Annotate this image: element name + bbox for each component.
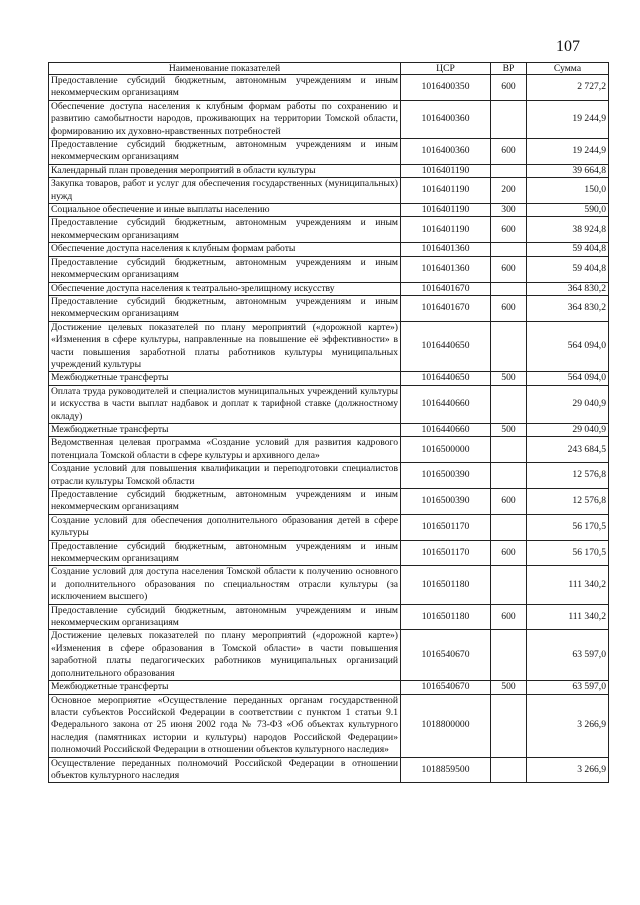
row-name: Достижение целевых показателей по плану мероприятий («дорожной карте») «Изменения в сфере образования в Томской области» в части повышения заработной платы педагогических работников муниципальных организаций дополнительного образования [49, 630, 401, 681]
row-csr: 1016501170 [401, 540, 491, 566]
row-csr: 1016501180 [401, 604, 491, 630]
row-vr: 600 [491, 139, 527, 165]
row-vr: 600 [491, 75, 527, 101]
row-sum: 12 576,8 [527, 463, 609, 489]
table-row [49, 514, 609, 540]
row-name: Обеспечение доступа населения к театрально-зрелищному искусству [49, 282, 401, 295]
row-sum: 111 340,2 [527, 604, 609, 630]
row-vr: 300 [491, 204, 527, 217]
row-vr [491, 514, 527, 540]
table-row [49, 204, 609, 217]
row-vr: 600 [491, 604, 527, 630]
row-name: Осуществление переданных полномочий Российской Федерации в отношении объектов культурного наследия [49, 757, 401, 783]
table-row [49, 217, 609, 243]
table-row [49, 100, 609, 138]
budget-table [48, 62, 609, 783]
row-vr: 600 [491, 489, 527, 515]
row-sum: 59 404,8 [527, 243, 609, 256]
row-sum: 590,0 [527, 204, 609, 217]
table-header-row [49, 63, 609, 75]
row-csr: 1016401670 [401, 295, 491, 321]
row-name: Основное мероприятие «Осуществление переданных органам государственной власти субъектов Российской Федерации в соответствии с пунктом 1 статьи 9.1 Федерального закона от 25 июня 2002 года № 73-ФЗ «Об объектах культурного наследия (памятниках истории и культуры) народов Российской Федерации» полномочий Российской Федерации в отношении объектов культурного наследия» [49, 694, 401, 757]
table-row [49, 243, 609, 256]
row-csr: 1016440650 [401, 372, 491, 385]
row-csr: 1016540670 [401, 681, 491, 694]
row-csr: 1016401360 [401, 243, 491, 256]
row-vr: 600 [491, 256, 527, 282]
row-csr: 1016400360 [401, 139, 491, 165]
row-vr [491, 757, 527, 783]
row-csr: 1016540670 [401, 630, 491, 681]
row-name: Создание условий для повышения квалификации и переподготовки специалистов отрасли культуры Томской области [49, 463, 401, 489]
row-csr: 1016400360 [401, 100, 491, 138]
row-name: Оплата труда руководителей и специалистов муниципальных учреждений культуры и искусства в части выплат надбавок и доплат к тарифной ставке (должностному окладу) [49, 385, 401, 423]
table-row [49, 566, 609, 604]
row-csr: 1016401190 [401, 204, 491, 217]
row-sum: 364 830,2 [527, 295, 609, 321]
table-row [49, 694, 609, 757]
row-name: Предоставление субсидий бюджетным, автономным учреждениям и иным некоммерческим организациям [49, 295, 401, 321]
row-name: Социальное обеспечение и иные выплаты населению [49, 204, 401, 217]
row-name: Предоставление субсидий бюджетным, автономным учреждениям и иным некоммерческим организациям [49, 217, 401, 243]
row-name: Предоставление субсидий бюджетным, автономным учреждениям и иным некоммерческим организациям [49, 75, 401, 101]
row-sum: 12 576,8 [527, 489, 609, 515]
row-name: Предоставление субсидий бюджетным, автономным учреждениям и иным некоммерческим организациям [49, 256, 401, 282]
row-csr: 1016401360 [401, 256, 491, 282]
row-name: Предоставление субсидий бюджетным, автономным учреждениям и иным некоммерческим организациям [49, 489, 401, 515]
row-csr: 1016440660 [401, 385, 491, 423]
row-name: Предоставление субсидий бюджетным, автономным учреждениям и иным некоммерческим организациям [49, 139, 401, 165]
row-vr [491, 566, 527, 604]
row-csr: 1016440660 [401, 423, 491, 436]
row-sum: 59 404,8 [527, 256, 609, 282]
row-name: Межбюджетные трансферты [49, 423, 401, 436]
row-csr: 1016500390 [401, 489, 491, 515]
table-body [49, 75, 609, 783]
row-csr: 1016401670 [401, 282, 491, 295]
row-sum: 2 727,2 [527, 75, 609, 101]
row-vr [491, 321, 527, 372]
table-row [49, 139, 609, 165]
row-csr: 1016500390 [401, 463, 491, 489]
row-csr: 1016401190 [401, 178, 491, 204]
table-row [49, 295, 609, 321]
row-sum: 111 340,2 [527, 566, 609, 604]
row-vr: 600 [491, 217, 527, 243]
table-row [49, 282, 609, 295]
row-name: Межбюджетные трансферты [49, 681, 401, 694]
row-csr: 1018800000 [401, 694, 491, 757]
row-vr [491, 164, 527, 177]
header-sum: Сумма [527, 63, 609, 75]
row-sum: 243 684,5 [527, 437, 609, 463]
row-sum: 19 244,9 [527, 100, 609, 138]
row-vr [491, 463, 527, 489]
row-name: Создание условий для обеспечения дополнительного образования детей в сфере культуры [49, 514, 401, 540]
row-sum: 56 170,5 [527, 514, 609, 540]
row-vr: 500 [491, 423, 527, 436]
row-vr: 200 [491, 178, 527, 204]
row-sum: 364 830,2 [527, 282, 609, 295]
row-sum: 39 664,8 [527, 164, 609, 177]
row-name: Календарный план проведения мероприятий в области культуры [49, 164, 401, 177]
row-sum: 564 094,0 [527, 372, 609, 385]
table-row [49, 630, 609, 681]
row-vr: 600 [491, 540, 527, 566]
row-sum: 56 170,5 [527, 540, 609, 566]
row-sum: 3 266,9 [527, 757, 609, 783]
row-name: Закупка товаров, работ и услуг для обеспечения государственных (муниципальных) нужд [49, 178, 401, 204]
header-vr: ВР [491, 63, 527, 75]
row-sum: 63 597,0 [527, 681, 609, 694]
table-row [49, 321, 609, 372]
row-vr [491, 243, 527, 256]
row-sum: 29 040,9 [527, 385, 609, 423]
row-name: Обеспечение доступа населения к клубным формам работы по сохранению и развитию самобытности народов, проживающих на территории Томской области, формированию их духовно-нравственных потребностей [49, 100, 401, 138]
row-sum: 564 094,0 [527, 321, 609, 372]
table-row [49, 489, 609, 515]
row-vr [491, 385, 527, 423]
row-csr: 1016501180 [401, 566, 491, 604]
row-sum: 63 597,0 [527, 630, 609, 681]
table-row [49, 757, 609, 783]
row-csr: 1016440650 [401, 321, 491, 372]
row-name: Обеспечение доступа населения к клубным формам работы [49, 243, 401, 256]
table-row [49, 372, 609, 385]
row-vr [491, 437, 527, 463]
row-csr: 1018859500 [401, 757, 491, 783]
row-csr: 1016400350 [401, 75, 491, 101]
row-sum: 3 266,9 [527, 694, 609, 757]
row-name: Межбюджетные трансферты [49, 372, 401, 385]
table-row [49, 463, 609, 489]
table-row [49, 385, 609, 423]
row-csr: 1016501170 [401, 514, 491, 540]
row-sum: 29 040,9 [527, 423, 609, 436]
table-row [49, 164, 609, 177]
table-row [49, 256, 609, 282]
row-csr: 1016401190 [401, 164, 491, 177]
row-csr: 1016401190 [401, 217, 491, 243]
table-row [49, 437, 609, 463]
table-row [49, 75, 609, 101]
row-name: Предоставление субсидий бюджетным, автономным учреждениям и иным некоммерческим организациям [49, 540, 401, 566]
row-vr [491, 282, 527, 295]
table-row [49, 178, 609, 204]
row-vr [491, 630, 527, 681]
row-name: Достижение целевых показателей по плану мероприятий («дорожной карте») «Изменения в сфере культуры, направленные на повышение её эффективности» в части повышения заработной платы работников культуры муниципальных учреждений культуры [49, 321, 401, 372]
header-csr: ЦСР [401, 63, 491, 75]
row-sum: 150,0 [527, 178, 609, 204]
row-name: Ведомственная целевая программа «Создание условий для развития кадрового потенциала Томской области в сфере культуры и архивного дела» [49, 437, 401, 463]
row-csr: 1016500000 [401, 437, 491, 463]
table-row [49, 423, 609, 436]
row-vr: 500 [491, 372, 527, 385]
row-vr [491, 694, 527, 757]
page-number: 107 [556, 38, 580, 55]
table-row [49, 681, 609, 694]
row-name: Предоставление субсидий бюджетным, автономным учреждениям и иным некоммерческим организациям [49, 604, 401, 630]
table-row [49, 540, 609, 566]
table-row [49, 604, 609, 630]
row-name: Создание условий для доступа населения Томской области к получению основного и дополнительного образования по специальностям отрасли культуры (за исключением высшего) [49, 566, 401, 604]
row-sum: 19 244,9 [527, 139, 609, 165]
row-vr: 600 [491, 295, 527, 321]
row-sum: 38 924,8 [527, 217, 609, 243]
header-name: Наименование показателей [49, 63, 401, 75]
row-vr: 500 [491, 681, 527, 694]
row-vr [491, 100, 527, 138]
